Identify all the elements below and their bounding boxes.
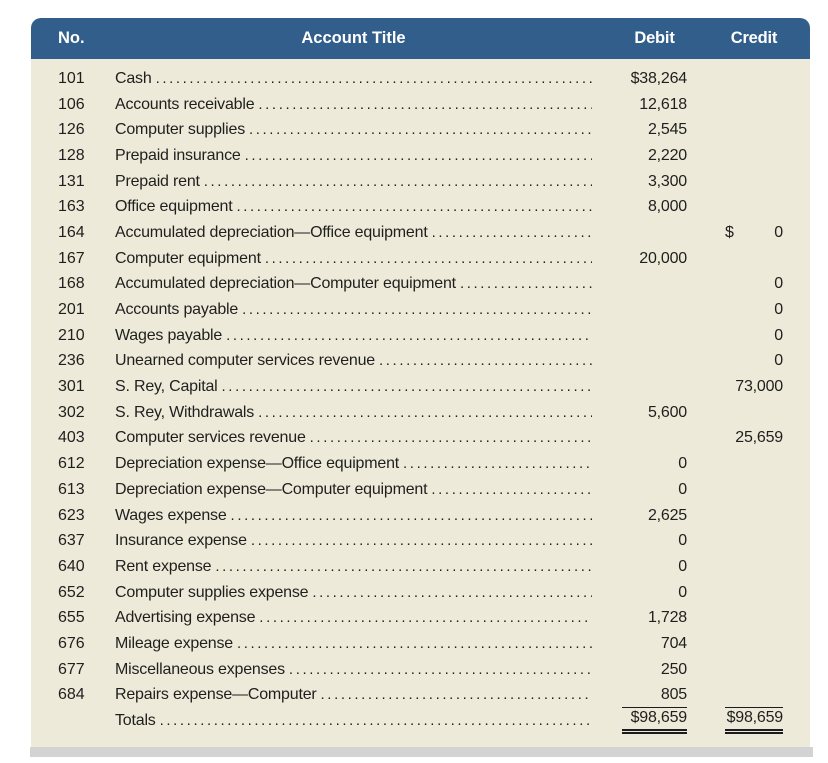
table-row bbox=[31, 605, 810, 631]
account-number: 201 bbox=[58, 301, 85, 319]
debit-amount: 5,600 bbox=[647, 403, 687, 421]
header-credit: Credit bbox=[730, 29, 778, 47]
account-title-cell bbox=[115, 404, 592, 422]
debit-amount bbox=[622, 349, 687, 375]
account-title-cell bbox=[115, 686, 592, 704]
credit-amount bbox=[725, 117, 783, 143]
dot-leader bbox=[432, 224, 592, 241]
account-number: 168 bbox=[58, 275, 85, 293]
dot-leader bbox=[310, 429, 592, 446]
account-title: Accumulated depreciation—Office equipment bbox=[115, 223, 428, 241]
dot-leader bbox=[249, 121, 592, 138]
table-row bbox=[31, 297, 810, 323]
table-header-row bbox=[31, 18, 810, 59]
dot-leader bbox=[258, 96, 592, 113]
table-row bbox=[31, 477, 810, 503]
account-number: 403 bbox=[58, 429, 85, 447]
account-title: Accounts payable bbox=[115, 301, 239, 319]
account-number: 128 bbox=[58, 146, 85, 164]
dot-leader bbox=[215, 558, 592, 575]
debit-amount: 704 bbox=[660, 634, 687, 652]
debit-amount: 2,545 bbox=[647, 121, 687, 139]
dot-leader bbox=[379, 352, 592, 369]
table-row bbox=[31, 426, 810, 452]
account-title-cell bbox=[115, 635, 592, 653]
account-title: Prepaid insurance bbox=[115, 146, 241, 164]
debit-amount: 1,728 bbox=[647, 609, 687, 627]
dot-leader bbox=[289, 661, 592, 678]
table-row bbox=[31, 580, 810, 606]
credit-amount bbox=[725, 528, 783, 554]
account-number: 652 bbox=[58, 583, 85, 601]
account-title-cell bbox=[115, 532, 592, 550]
account-title-cell bbox=[115, 609, 592, 627]
account-number: 131 bbox=[58, 172, 85, 190]
credit-amount bbox=[725, 66, 783, 92]
credit-amount bbox=[725, 451, 783, 477]
dot-leader bbox=[156, 70, 592, 87]
account-title: Advertising expense bbox=[115, 609, 256, 627]
table-row bbox=[31, 66, 810, 92]
table-row bbox=[31, 246, 810, 272]
account-title: Computer supplies bbox=[115, 121, 245, 139]
debit-amount bbox=[622, 374, 687, 400]
credit-amount: 0 bbox=[774, 275, 783, 293]
credit-value: 0 bbox=[774, 223, 783, 241]
account-number: 210 bbox=[58, 326, 85, 344]
table-body bbox=[31, 59, 810, 747]
debit-amount bbox=[622, 323, 687, 349]
account-title: Mileage expense bbox=[115, 634, 233, 652]
account-number: 106 bbox=[58, 95, 85, 113]
account-number: 236 bbox=[58, 352, 85, 370]
credit-amount bbox=[725, 477, 783, 503]
table-row bbox=[31, 143, 810, 169]
debit-amount: 20,000 bbox=[639, 249, 687, 267]
dot-leader bbox=[312, 584, 592, 601]
table-row bbox=[31, 400, 810, 426]
account-title-cell bbox=[115, 275, 592, 293]
credit-amount bbox=[725, 194, 783, 220]
table-row bbox=[31, 194, 810, 220]
dot-leader bbox=[245, 147, 592, 164]
account-title: Repairs expense—Computer bbox=[115, 686, 317, 704]
table-row bbox=[31, 683, 810, 709]
dot-leader bbox=[321, 686, 592, 703]
credit-amount bbox=[725, 400, 783, 426]
debit-amount: 0 bbox=[678, 480, 687, 498]
credit-amount: 0 bbox=[774, 326, 783, 344]
account-title: Wages payable bbox=[115, 326, 223, 344]
credit-amount: 0 bbox=[774, 301, 783, 319]
table-row bbox=[31, 117, 810, 143]
account-title-cell bbox=[115, 70, 592, 88]
account-number: 164 bbox=[58, 223, 85, 241]
account-number: 655 bbox=[58, 609, 85, 627]
table-row bbox=[31, 220, 810, 246]
dot-leader bbox=[403, 455, 592, 472]
debit-amount bbox=[622, 426, 687, 452]
header-account-title: Account Title bbox=[301, 29, 406, 47]
account-title-cell bbox=[115, 507, 592, 525]
dot-leader bbox=[251, 532, 592, 549]
debit-amount: 0 bbox=[678, 557, 687, 575]
credit-amount: $98,659 bbox=[725, 708, 783, 734]
dot-leader bbox=[237, 635, 592, 652]
account-number: 612 bbox=[58, 455, 85, 473]
debit-amount: 0 bbox=[678, 532, 687, 550]
table-row bbox=[31, 657, 810, 683]
table-row bbox=[31, 451, 810, 477]
account-title: Miscellaneous expenses bbox=[115, 660, 285, 678]
account-title: Depreciation expense—Office equipment bbox=[115, 455, 400, 473]
credit-amount bbox=[725, 554, 783, 580]
table-row bbox=[31, 272, 810, 298]
account-title-cell bbox=[115, 558, 592, 576]
dot-leader bbox=[204, 173, 592, 190]
credit-amount: 25,659 bbox=[735, 429, 783, 447]
account-title: Unearned computer services revenue bbox=[115, 352, 376, 370]
debit-amount: 250 bbox=[660, 660, 687, 678]
dot-leader bbox=[265, 250, 592, 267]
credit-amount bbox=[725, 657, 783, 683]
account-number: 163 bbox=[58, 198, 85, 216]
account-number: 677 bbox=[58, 660, 85, 678]
credit-amount bbox=[725, 683, 783, 709]
dot-leader bbox=[160, 712, 592, 729]
account-title-cell bbox=[115, 121, 592, 139]
account-number: 126 bbox=[58, 121, 85, 139]
account-title-cell bbox=[115, 661, 592, 679]
dollar-sign: $ bbox=[725, 223, 734, 241]
dot-leader bbox=[258, 404, 592, 421]
table-row bbox=[31, 92, 810, 118]
credit-amount bbox=[725, 631, 783, 657]
account-title-cell bbox=[115, 455, 592, 473]
account-number: 301 bbox=[58, 378, 85, 396]
account-title-cell bbox=[115, 481, 592, 499]
account-number: 302 bbox=[58, 403, 85, 421]
table-row bbox=[31, 503, 810, 529]
trial-balance-table bbox=[31, 18, 810, 747]
credit-amount bbox=[725, 605, 783, 631]
debit-amount: 8,000 bbox=[647, 198, 687, 216]
table-row bbox=[31, 554, 810, 580]
credit-amount: 73,000 bbox=[735, 378, 783, 396]
account-number: 637 bbox=[58, 532, 85, 550]
account-title-cell bbox=[115, 378, 592, 396]
credit-amount bbox=[725, 92, 783, 118]
account-title: Wages expense bbox=[115, 506, 227, 524]
credit-amount bbox=[725, 143, 783, 169]
account-title: Computer supplies expense bbox=[115, 583, 309, 601]
header-debit: Debit bbox=[634, 29, 675, 47]
account-title: Cash bbox=[115, 69, 152, 87]
debit-amount: 2,625 bbox=[647, 506, 687, 524]
dot-leader bbox=[231, 507, 592, 524]
debit-amount: 2,220 bbox=[647, 146, 687, 164]
table-row bbox=[31, 631, 810, 657]
account-title-cell bbox=[115, 173, 592, 191]
account-title-cell bbox=[115, 712, 592, 730]
table-row bbox=[31, 323, 810, 349]
debit-amount: 805 bbox=[622, 683, 687, 709]
account-title-cell bbox=[115, 96, 592, 114]
dot-leader bbox=[259, 609, 592, 626]
account-title: Depreciation expense—Computer equipment bbox=[115, 480, 428, 498]
credit-amount bbox=[725, 503, 783, 529]
account-title: Computer services revenue bbox=[115, 429, 306, 447]
account-title: Computer equipment bbox=[115, 249, 261, 267]
account-title-cell bbox=[115, 224, 592, 242]
debit-amount: 0 bbox=[678, 583, 687, 601]
credit-amount bbox=[725, 580, 783, 606]
account-title-cell bbox=[115, 250, 592, 268]
account-title: S. Rey, Capital bbox=[115, 378, 218, 396]
account-number: 684 bbox=[58, 686, 85, 704]
account-number: 167 bbox=[58, 249, 85, 267]
totals-row bbox=[31, 708, 810, 734]
table-row bbox=[31, 528, 810, 554]
account-title-cell bbox=[115, 198, 592, 216]
debit-amount bbox=[622, 220, 687, 246]
debit-amount: 12,618 bbox=[639, 95, 687, 113]
account-title-cell bbox=[115, 429, 592, 447]
credit-amount bbox=[725, 169, 783, 195]
account-number: 101 bbox=[58, 69, 85, 87]
dot-leader bbox=[222, 378, 592, 395]
account-title: Accounts receivable bbox=[115, 95, 255, 113]
dot-leader bbox=[460, 275, 592, 292]
account-number: 623 bbox=[58, 506, 85, 524]
debit-amount: 3,300 bbox=[647, 172, 687, 190]
dot-leader bbox=[226, 327, 592, 344]
debit-amount: $98,659 bbox=[622, 708, 687, 734]
debit-amount: $38,264 bbox=[630, 69, 687, 87]
bottom-shadow-strip bbox=[30, 747, 813, 757]
debit-amount bbox=[622, 297, 687, 323]
account-number: 676 bbox=[58, 634, 85, 652]
account-title-cell bbox=[115, 147, 592, 165]
account-title-cell bbox=[115, 327, 592, 345]
credit-amount bbox=[725, 220, 783, 246]
debit-amount bbox=[622, 272, 687, 298]
account-title-cell bbox=[115, 352, 592, 370]
account-title: S. Rey, Withdrawals bbox=[115, 403, 255, 421]
account-title: Office equipment bbox=[115, 198, 233, 216]
credit-amount: 0 bbox=[774, 352, 783, 370]
account-title: Accumulated depreciation—Computer equipment bbox=[115, 275, 456, 293]
account-title: Rent expense bbox=[115, 557, 212, 575]
table-row bbox=[31, 349, 810, 375]
account-number: 613 bbox=[58, 480, 85, 498]
account-title-cell bbox=[115, 584, 592, 602]
table-row bbox=[31, 169, 810, 195]
account-title: Insurance expense bbox=[115, 532, 247, 550]
debit-amount: 0 bbox=[678, 455, 687, 473]
account-title: Prepaid rent bbox=[115, 172, 200, 190]
dot-leader bbox=[242, 301, 592, 318]
table-row bbox=[31, 374, 810, 400]
credit-amount bbox=[725, 246, 783, 272]
account-title-cell bbox=[115, 301, 592, 319]
account-title: Totals bbox=[115, 712, 156, 730]
dot-leader bbox=[431, 481, 592, 498]
account-number: 640 bbox=[58, 557, 85, 575]
header-no: No. bbox=[58, 29, 85, 47]
dot-leader bbox=[236, 198, 592, 215]
